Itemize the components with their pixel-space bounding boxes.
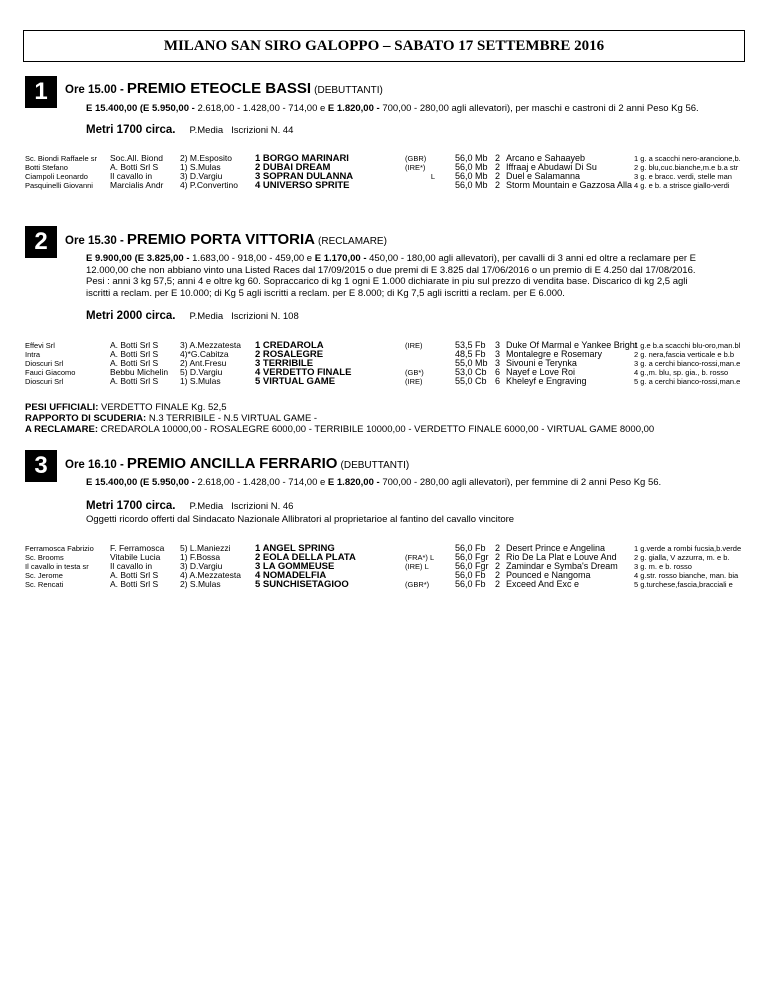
silks: 5 g. a cerchi bianco-rossi,man.e bbox=[634, 377, 741, 386]
race-distance: Metri 2000 circa. bbox=[86, 310, 176, 322]
horse-name: 3 LA GOMMEUSE bbox=[255, 561, 335, 572]
owners-column bbox=[25, 154, 97, 190]
age: 2 bbox=[495, 543, 501, 553]
jockeys-column bbox=[180, 341, 241, 386]
pedigrees-column bbox=[506, 341, 637, 386]
race-name: PREMIO ETEOCLE BASSI bbox=[126, 80, 312, 97]
age: 2 bbox=[495, 162, 501, 172]
weight: 56,0 Mb bbox=[455, 180, 488, 190]
horse-name: 1 CREDAROLA bbox=[255, 340, 324, 351]
trainer: A. Botti Srl S bbox=[110, 579, 159, 589]
trainers-column bbox=[110, 341, 168, 386]
weight: 56,0 Fb bbox=[455, 543, 486, 553]
horse-name: 4 VERDETTO FINALE bbox=[255, 367, 352, 378]
claiming-label: A RECLAMARE: bbox=[25, 424, 99, 435]
race-distance: Metri 1700 circa. bbox=[86, 500, 176, 512]
jockey: 5) L.Maniezzi bbox=[180, 543, 231, 553]
owner: Il cavallo in testa sr bbox=[25, 562, 89, 571]
owner: Pasquinelli Giovanni bbox=[25, 181, 93, 190]
official-weights-label: PESI UFFICIALI: bbox=[25, 402, 99, 413]
pedigree: Pounced e Nangoma bbox=[506, 570, 591, 580]
owner: Fauci Giacomo bbox=[25, 368, 76, 377]
prize-total: E 15.400,00 (E 5.950,00 - bbox=[86, 477, 195, 488]
age: 2 bbox=[495, 561, 501, 571]
origins-column bbox=[405, 341, 424, 386]
race-distance: Metri 1700 circa. bbox=[86, 124, 176, 136]
silks: 3 g. a cerchi bianco-rossi,man.e bbox=[634, 359, 741, 368]
trainers-column bbox=[110, 544, 164, 589]
origin: (FRA*) L bbox=[405, 553, 435, 562]
jockey: 2) M.Esposito bbox=[180, 153, 232, 163]
breeder-prize: E 1.820,00 - bbox=[327, 477, 380, 488]
race-time: Ore 15.30 - bbox=[65, 235, 124, 247]
conditions-text: 700,00 - 280,00 agli allevatori), per maschi e castroni di 2 anni Peso Kg 56. bbox=[379, 103, 699, 114]
weight: 56,0 Mb bbox=[455, 153, 488, 163]
jockey: 4)*G.Cabitza bbox=[180, 349, 229, 359]
silks: 4 g.,m. blu, sp. gia., b. rosso bbox=[634, 368, 729, 377]
origin bbox=[405, 181, 435, 190]
official-weights-text: VERDETTO FINALE Kg. 52,5 bbox=[98, 402, 227, 413]
claiming-text: CREDAROLA 10000,00 - ROSALEGRE 6000,00 - TERRIBILE 10000,00 - VERDETTO FINALE 6000,00 - VIRTUAL GAME 8000,00 bbox=[98, 424, 655, 435]
origin bbox=[405, 544, 434, 553]
horses-column bbox=[255, 154, 353, 190]
breeder-prize: E 1.170,00 - bbox=[314, 253, 367, 264]
origins-column bbox=[405, 544, 434, 589]
conditions-text: 700,00 - 280,00 agli allevatori), per femmine di 2 anni Peso Kg 56. bbox=[379, 477, 662, 488]
weight: 55,0 Cb bbox=[455, 376, 487, 386]
pedigree: Desert Prince e Angelina bbox=[506, 543, 606, 553]
trainer: A. Botti Srl S bbox=[110, 340, 159, 350]
origin: (GBR*) bbox=[405, 580, 430, 589]
origin: (GB*) bbox=[405, 368, 424, 377]
race-time: Ore 16.10 - bbox=[65, 459, 124, 471]
weight: 56,0 Mb bbox=[455, 162, 488, 172]
pedigrees-column bbox=[506, 154, 632, 190]
jockey: 2) S.Mulas bbox=[180, 579, 221, 589]
horses-column bbox=[255, 341, 351, 386]
owner: Dioscuri Srl bbox=[25, 377, 64, 386]
race-media: P.Media bbox=[189, 311, 224, 322]
pedigree: Iffraaj e Abudawi Di Su bbox=[506, 162, 597, 172]
pedigree: Storm Mountain e Gazzosa Alla bbox=[506, 180, 633, 190]
horse-name: 3 SOPRAN DULANNA bbox=[255, 171, 354, 182]
weights-column bbox=[455, 341, 488, 386]
weight: 56,0 Fb bbox=[455, 570, 486, 580]
silks: 4 g. e b. a strisce giallo-verdi bbox=[634, 181, 730, 190]
race-time: Ore 15.00 - bbox=[65, 84, 124, 96]
claiming-prices bbox=[25, 424, 654, 435]
official-weights bbox=[25, 402, 227, 413]
race-note: Oggetti ricordo offerti dal Sindacato Nazionale Allibratori al proprietarioe al fantino del cavallo vincitore bbox=[86, 514, 515, 525]
ages-column bbox=[495, 341, 500, 386]
jockey: 1) S.Mulas bbox=[180, 162, 221, 172]
race-meta bbox=[86, 500, 293, 512]
silks: 1 g.verde a rombi fucsia,b.verde bbox=[634, 544, 742, 553]
prize-split: 2.618,00 - 1.428,00 - 714,00 e bbox=[194, 477, 328, 488]
origin: (GBR) bbox=[405, 154, 427, 163]
trainer: Il cavallo in bbox=[110, 561, 153, 571]
pedigree: Montalegre e Rosemary bbox=[506, 349, 603, 359]
age: 3 bbox=[495, 349, 501, 359]
owner: Botti Stefano bbox=[25, 163, 68, 172]
silks: 2 g. gialla, V azzurra, m. e b. bbox=[634, 553, 730, 562]
prize-total: E 9.900,00 (E 3.825,00 - bbox=[86, 253, 190, 264]
prize-split: 2.618,00 - 1.428,00 - 714,00 e bbox=[194, 103, 328, 114]
race-number-badge: 1 bbox=[25, 76, 57, 108]
jockey: 4) P.Convertino bbox=[180, 180, 238, 190]
age: 2 bbox=[495, 570, 501, 580]
horse-name: 3 TERRIBILE bbox=[255, 358, 314, 369]
horse-name: 1 ANGEL SPRING bbox=[255, 543, 335, 554]
race-title bbox=[65, 455, 409, 472]
owner: Sc. Rencati bbox=[25, 580, 64, 589]
jockey: 1) F.Bossa bbox=[180, 552, 221, 562]
pedigree: Nayef e Love Roi bbox=[506, 367, 576, 377]
silks: 3 g. m. e b. rosso bbox=[634, 562, 692, 571]
origin bbox=[405, 571, 434, 580]
horse-name: 5 SUNCHISETAGIOO bbox=[255, 579, 349, 590]
pedigree: Zamindar e Symba's Dream bbox=[506, 561, 618, 571]
age: 6 bbox=[495, 376, 501, 386]
trainer: A. Botti Srl S bbox=[110, 349, 159, 359]
jockeys-column bbox=[180, 154, 238, 190]
pedigree: Duel e Salamanna bbox=[506, 171, 581, 181]
race-name: PREMIO ANCILLA FERRARIO bbox=[126, 455, 338, 472]
origin: (IRE) L bbox=[405, 562, 429, 571]
owner: Ciampoli Leonardo bbox=[25, 172, 88, 181]
owner: Intra bbox=[25, 350, 41, 359]
owner: Sc. Brooms bbox=[25, 553, 64, 562]
age: 2 bbox=[495, 579, 501, 589]
weights-column bbox=[455, 544, 489, 589]
age: 2 bbox=[495, 153, 501, 163]
trainer: Marcialis Andr bbox=[110, 180, 164, 190]
age: 2 bbox=[495, 180, 501, 190]
ages-column bbox=[495, 154, 500, 190]
jockey: 1) S.Mulas bbox=[180, 376, 221, 386]
race-meta bbox=[86, 124, 293, 136]
origin: (IRE) bbox=[405, 377, 423, 386]
horse-name: 2 EOLA DELLA PLATA bbox=[255, 552, 356, 563]
age: 2 bbox=[495, 171, 501, 181]
horse-name: 2 DUBAI DREAM bbox=[255, 162, 331, 173]
jockeys-column bbox=[180, 544, 241, 589]
race-conditions bbox=[86, 253, 701, 299]
race-entries: Iscrizioni N. 108 bbox=[231, 311, 299, 322]
colors-column bbox=[634, 341, 740, 386]
jockey: 3) D.Vargiu bbox=[180, 171, 223, 181]
trainer: A. Botti Srl S bbox=[110, 162, 159, 172]
trainers-column bbox=[110, 154, 163, 190]
weight: 56,0 Fgr bbox=[455, 552, 489, 562]
stable-relation-text: N.3 TERRIBILE - N.5 VIRTUAL GAME - bbox=[146, 413, 318, 424]
trainer: Bebbu Michelin bbox=[110, 367, 169, 377]
pedigree: Duke Of Marmal e Yankee Bright bbox=[506, 340, 638, 350]
race-number-badge: 3 bbox=[25, 450, 57, 482]
owner: Dioscuri Srl bbox=[25, 359, 64, 368]
owner: Sc. Jerome bbox=[25, 571, 63, 580]
trainer: Soc.All. Biond bbox=[110, 153, 163, 163]
owner: Ferramosca Fabrizio bbox=[25, 544, 94, 553]
pedigree: Rio De La Plat e Louve And bbox=[506, 552, 617, 562]
race-entries: Iscrizioni N. 46 bbox=[231, 501, 294, 512]
jockey: 3) D.Vargiu bbox=[180, 561, 223, 571]
origin: (IRE) bbox=[405, 341, 423, 350]
silks: 2 g. blu,cuc.bianche,m.e b.a str bbox=[634, 163, 739, 172]
conditions-text: 450,00 - 180,00 agli allevatori), per cavalli di 3 anni ed oltre a reclamare per E 12.000,00 che non abbiano vinto una Listed Races dal 17/09/2015 o due premi di E 3.825 dal 17/06/2016 o un premio di E 4.250 dal 17/08/2016. Pesi : anni 3 kg 57,5; anni 4 e oltre kg 60. Sopraccarico di kg 1 ogni E 1.000 dichiarate in piu sul prezzo di vendita base. Discarico di kg 2,5 agli iscritti a reclam. per E 10.000; di Kg 5 agli iscritti a reclam. per E 8.000; di Kg 7,5 agli iscritti a reclam. per E 6.000. bbox=[86, 253, 697, 299]
race-number-badge: 2 bbox=[25, 226, 57, 258]
race-name: PREMIO PORTA VITTORIA bbox=[126, 231, 315, 248]
pedigree: Sivouni e Terynka bbox=[506, 358, 577, 368]
stable-relation-label: RAPPORTO DI SCUDERIA: bbox=[25, 413, 147, 424]
prize-split: 1.683,00 - 918,00 - 459,00 e bbox=[189, 253, 315, 264]
owner: Sc. Biondi Raffaele sr bbox=[25, 154, 97, 163]
age: 3 bbox=[495, 340, 501, 350]
trainer: Vitabile Lucia bbox=[110, 552, 161, 562]
ages-column bbox=[495, 544, 500, 589]
race-type: (DEBUTTANTI) bbox=[340, 460, 410, 471]
origin: L bbox=[430, 172, 435, 181]
race-title bbox=[65, 231, 387, 248]
jockey: 4) A.Mezzatesta bbox=[180, 570, 241, 580]
horse-name: 1 BORGO MARINARI bbox=[255, 153, 349, 164]
trainer: A. Botti Srl S bbox=[110, 570, 159, 580]
pedigrees-column bbox=[506, 544, 618, 589]
weight: 56,0 Fb bbox=[455, 579, 486, 589]
weight: 53,0 Cb bbox=[455, 367, 487, 377]
owners-column bbox=[25, 341, 75, 386]
weight: 55,0 Mb bbox=[455, 358, 488, 368]
silks: 1 g.e b.a scacchi blu-oro,man.bl bbox=[634, 341, 741, 350]
weight: 56,0 Fgr bbox=[455, 561, 489, 571]
trainer: Il cavallo in bbox=[110, 171, 153, 181]
weight: 48,5 Fb bbox=[455, 349, 486, 359]
page-title: MILANO SAN SIRO GALOPPO – SABATO 17 SETTEMBRE 2016 bbox=[23, 30, 745, 62]
horse-name: 4 NOMADELFIA bbox=[255, 570, 327, 581]
prize-total: E 15.400,00 (E 5.950,00 - bbox=[86, 103, 195, 114]
race-title bbox=[65, 80, 383, 97]
silks: 5 g.turchese,fascia,bracciali e bbox=[634, 580, 733, 589]
horse-name: 2 ROSALEGRE bbox=[255, 349, 324, 360]
race-media: P.Media bbox=[189, 501, 224, 512]
pedigree: Kheleyf e Engraving bbox=[506, 376, 587, 386]
weight: 53,5 Fb bbox=[455, 340, 486, 350]
origins-column bbox=[405, 154, 435, 190]
pedigree: Arcano e Sahaayeb bbox=[506, 153, 586, 163]
breeder-prize: E 1.820,00 - bbox=[327, 103, 380, 114]
age: 3 bbox=[495, 358, 501, 368]
jockey: 3) A.Mezzatesta bbox=[180, 340, 241, 350]
silks: 3 g. e bracc. verdi, stelle man bbox=[634, 172, 732, 181]
owners-column bbox=[25, 544, 94, 589]
silks: 4 g.str. rosso bianche, man. bia bbox=[634, 571, 739, 580]
race-conditions bbox=[86, 103, 701, 115]
race-entries: Iscrizioni N. 44 bbox=[231, 125, 294, 136]
race-type: (RECLAMARE) bbox=[318, 236, 387, 247]
race-type: (DEBUTTANTI) bbox=[314, 85, 383, 96]
trainer: A. Botti Srl S bbox=[110, 358, 159, 368]
stable-relation bbox=[25, 413, 317, 424]
horse-name: 5 VIRTUAL GAME bbox=[255, 376, 336, 387]
race-media: P.Media bbox=[189, 125, 224, 136]
race-conditions bbox=[86, 477, 701, 489]
age: 2 bbox=[495, 552, 501, 562]
age: 6 bbox=[495, 367, 501, 377]
origin bbox=[405, 350, 424, 359]
origin: (IRE*) bbox=[405, 163, 426, 172]
pedigree: Exceed And Exc e bbox=[506, 579, 580, 589]
silks: 2 g. nera,fascia verticale e b.b bbox=[634, 350, 735, 359]
origin bbox=[405, 359, 424, 368]
jockey: 5) D.Vargiu bbox=[180, 367, 223, 377]
weights-column bbox=[455, 154, 488, 190]
weight: 56,0 Mb bbox=[455, 171, 488, 181]
silks: 1 g. a scacchi nero-arancione,b. bbox=[634, 154, 741, 163]
jockey: 2) Ant.Fresu bbox=[180, 358, 227, 368]
colors-column bbox=[634, 154, 741, 190]
owner: Effevi Srl bbox=[25, 341, 55, 350]
horses-column bbox=[255, 544, 356, 589]
trainer: A. Botti Srl S bbox=[110, 376, 159, 386]
colors-column bbox=[634, 544, 741, 589]
race-meta bbox=[86, 310, 299, 322]
horse-name: 4 UNIVERSO SPRITE bbox=[255, 180, 350, 191]
trainer: F. Ferramosca bbox=[110, 543, 165, 553]
